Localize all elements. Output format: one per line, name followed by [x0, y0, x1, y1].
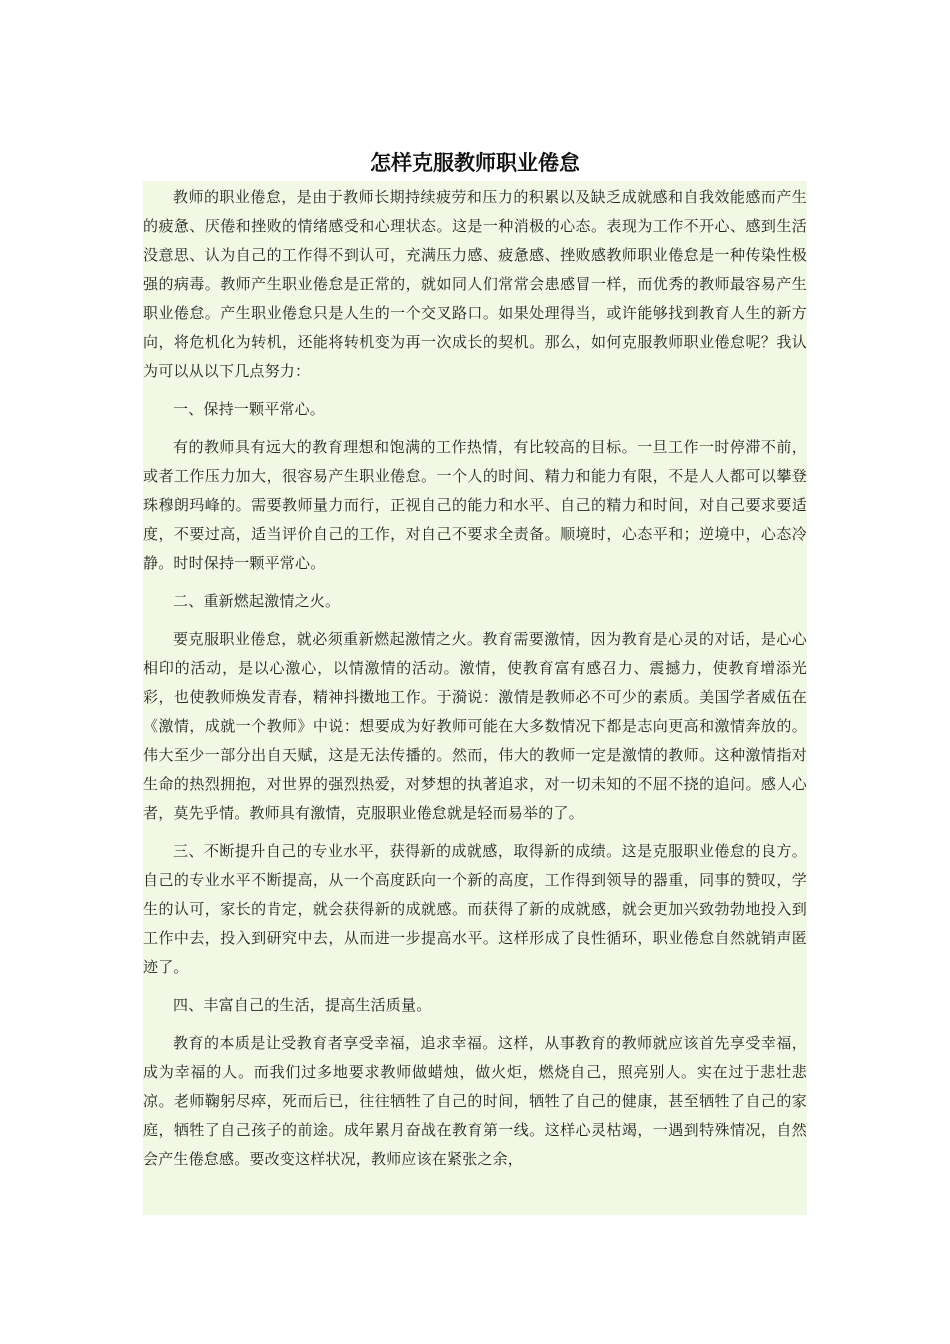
section-heading-2: 二、重新燃起激情之火。 [173, 592, 341, 610]
section-heading-1: 一、保持一颗平常心。 [173, 400, 326, 418]
section-1-paragraph: 有的教师具有远大的教育理想和饱满的工作热情，有比较高的目标。一旦工作一时停滞不前，或者工作压力加大，很容易产生职业倦怠。一个人的时间、精力和能力有限，不是人人都可以攀登珠穆朗玛峰的。需要教师量力而行，正视自己的能力和水平、自己的精力和时间，对自己要求要适度，不要过高，适当评价自己的工作，对自己不要求全责备。顺境时，心态平和；逆境中，心态冷静。时时保持一颗平常心。 [143, 438, 807, 572]
section-4-paragraph: 教育的本质是让受教育者享受幸福，追求幸福。这样，从事教育的教师就应该首先享受幸福，成为幸福的人。而我们过多地要求教师做蜡烛，做火炬，燃烧自己，照亮别人。实在过于悲壮悲凉。老师鞠躬尽瘁，死而后已，往往牺牲了自己的时间，牺牲了自己的健康，甚至牺牲了自己的家庭，牺牲了自己孩子的前途。成年累月奋战在教育第一线。这样心灵枯竭，一遇到特殊情况，自然会产生倦怠感。要改变这样状况，教师应该在紧张之余， [143, 1034, 807, 1168]
section-2-paragraph: 要克服职业倦怠，就必须重新燃起激情之火。教育需要激情，因为教育是心灵的对话，是心心相印的活动，是以心激心，以情激情的活动。激情，使教育富有感召力、震撼力，使教育增添光彩，也使教师焕发青春，精神抖擞地工作。于漪说：激情是教师必不可少的素质。美国学者威伍在《激情，成就一个教师》中说：想要成为好教师可能在大多数情况下都是志向更高和激情奔放的。伟大至少一部分出自天赋，这是无法传播的。然而，伟大的教师一定是激情的教师。这种激情指对生命的热烈拥抱，对世界的强烈热爱，对梦想的执著追求，对一切未知的不屈不挠的追问。感人心者，莫先乎情。教师具有激情，克服职业倦怠就是轻而易举的了。 [143, 630, 807, 822]
intro-paragraph: 教师的职业倦怠，是由于教师长期持续疲劳和压力的积累以及缺乏成就感和自我效能感而产生的疲惫、厌倦和挫败的情绪感受和心理状态。这是一种消极的心态。表现为工作不开心、感到生活没意思、认为自己的工作得不到认可，充满压力感、疲惫感、挫败感教师职业倦怠是一种传染性极强的病毒。教师产生职业倦怠是正常的，就如同人们常常会患感冒一样，而优秀的教师最容易产生职业倦怠。产生职业倦怠只是人生的一个交叉路口。如果处理得当，或许能够找到教育人生的新方向，将危机化为转机，还能将转机变为再一次成长的契机。那么，如何克服教师职业倦怠呢？我认为可以从以下几点努力： [143, 188, 807, 380]
section-3-paragraph: 三、不断提升自己的专业水平，获得新的成就感，取得新的成绩。这是克服职业倦怠的良方。自己的专业水平不断提高，从一个高度跃向一个新的高度，工作得到领导的器重，同事的赞叹，学生的认可，家长的肯定，就会获得新的成就感。而获得了新的成就感，就会更加兴致勃勃地投入到工作中去，投入到研究中去，从而进一步提高水平。这样形成了良性循环，职业倦怠自然就销声匿迹了。 [143, 842, 807, 976]
document-body [143, 181, 807, 1215]
document-title: 怎样克服教师职业倦怠 [370, 151, 580, 175]
section-heading-4: 四、丰富自己的生活，提高生活质量。 [173, 996, 432, 1014]
